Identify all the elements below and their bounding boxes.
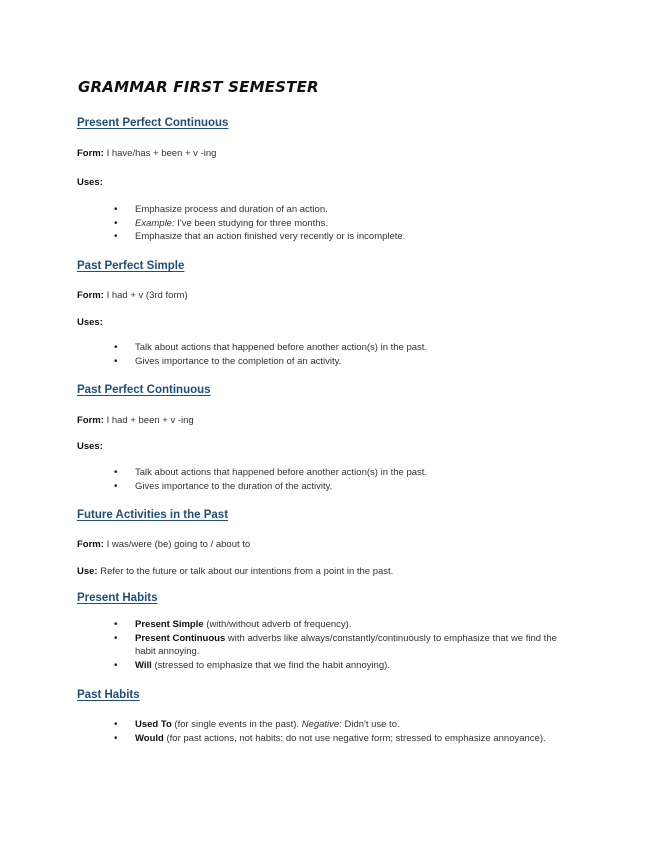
list-item: • Present Continuous with adverbs like always/constantly/continuously to emphasize that we find the habit annoying.: [110, 632, 580, 659]
form-label: Form:: [77, 539, 104, 550]
form-text: I had + v (3rd form): [106, 290, 188, 301]
heading-present-habits: Present Habits: [77, 592, 158, 604]
form-line: [77, 415, 194, 426]
form-text: I have/has + been + v -ing: [106, 148, 217, 159]
form-text: I had + been + v -ing: [106, 415, 194, 426]
uses-label: Uses:: [77, 441, 103, 452]
list-item: • Gives importance to the duration of the activity.: [110, 480, 580, 494]
use-label: Use:: [77, 566, 98, 577]
list-item: • Gives importance to the completion of an activity.: [110, 355, 580, 369]
form-text: I was/were (be) going to / about to: [106, 539, 251, 550]
list-item: • Emphasize process and duration of an action.: [110, 203, 580, 217]
uses-label: Uses:: [77, 177, 103, 188]
bullet-list: [110, 718, 580, 745]
form-label: Form:: [77, 415, 104, 426]
bullet-list: [110, 203, 580, 244]
bullet-list: [110, 341, 580, 368]
list-item: • Talk about actions that happened before another action(s) in the past.: [110, 466, 580, 480]
form-line: [77, 290, 188, 301]
heading-past-perfect-simple: Past Perfect Simple: [77, 260, 185, 272]
bullet-list: [110, 618, 580, 672]
form-line: [77, 539, 250, 550]
heading-past-perfect-continuous: Past Perfect Continuous: [77, 384, 211, 396]
heading-present-perfect-continuous: Present Perfect Continuous: [77, 117, 229, 129]
list-item: • Present Simple (with/without adverb of frequency).: [110, 618, 580, 632]
bullet-list: [110, 466, 580, 493]
heading-past-habits: Past Habits: [77, 689, 140, 701]
document-title: GRAMMAR FIRST SEMESTER: [78, 78, 319, 96]
form-label: Form:: [77, 290, 104, 301]
form-label: Form:: [77, 148, 104, 159]
list-item: • Would (for past actions, not habits; do not use negative form; stressed to emphasize annoyance).: [110, 732, 580, 746]
list-item: • Example: I've been studying for three months.: [110, 217, 580, 231]
use-text: Refer to the future or talk about our intentions from a point in the past.: [100, 566, 394, 577]
uses-label: Uses:: [77, 317, 103, 328]
list-item: • Emphasize that an action finished very recently or is incomplete.: [110, 230, 580, 244]
list-item: • Used To (for single events in the past). Negative: Didn't use to.: [110, 718, 580, 732]
list-item: • Will (stressed to emphasize that we find the habit annoying).: [110, 659, 580, 673]
list-item: • Talk about actions that happened before another action(s) in the past.: [110, 341, 580, 355]
heading-future-activities-in-the-past: Future Activities in the Past: [77, 509, 229, 521]
form-line: [77, 148, 216, 159]
use-line: [77, 566, 393, 577]
